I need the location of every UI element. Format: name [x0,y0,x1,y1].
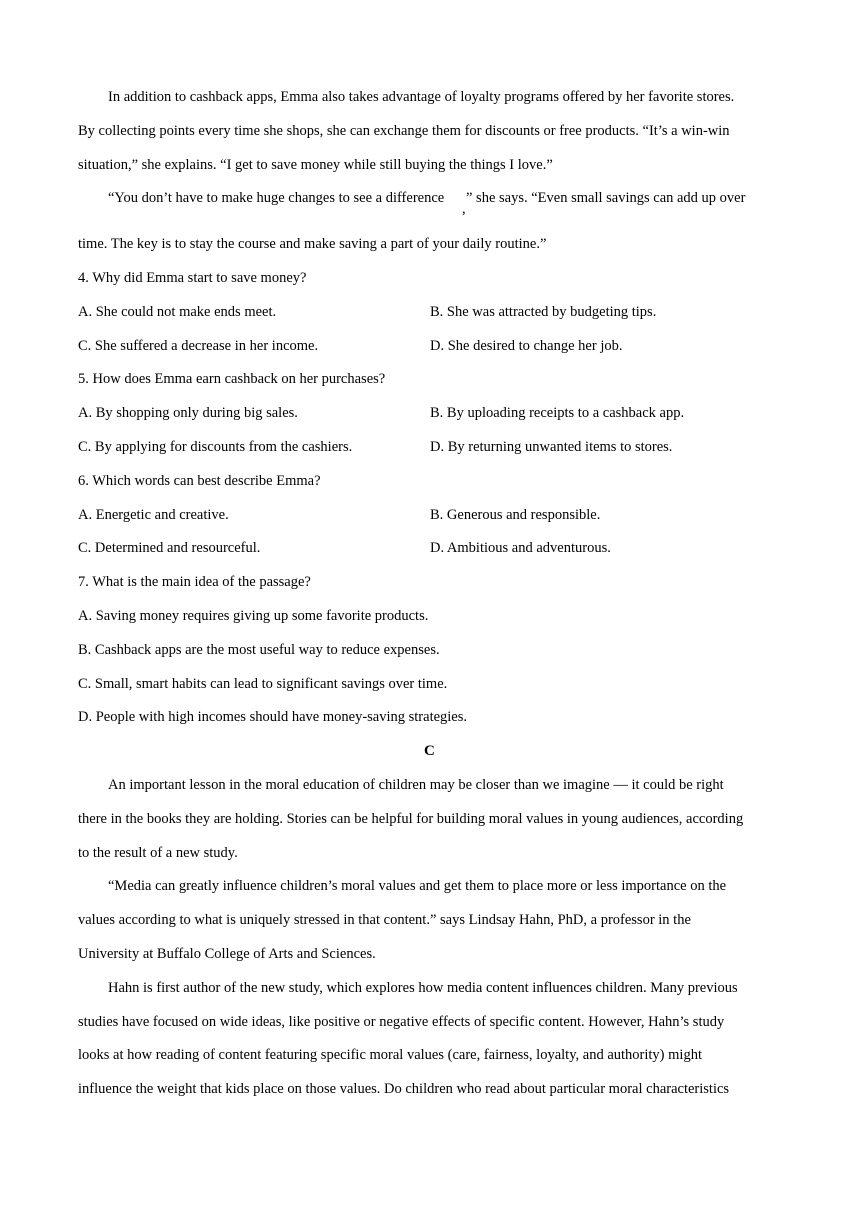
question-5-option-d: D. By returning unwanted items to stores. [430,439,673,455]
passage-c-p3-line3: looks at how reading of content featuring specific moral values (care, fairness, loyalty, and authority) might [78,1047,702,1063]
question-7-option-c: C. Small, smart habits can lead to significant savings over time. [78,676,448,692]
passage-b-p1-line2: By collecting points every time she shops, she can exchange them for discounts or free products. “It’s a win-win [78,123,730,139]
passage-c-p3-line2: studies have focused on wide ideas, like positive or negative effects of specific content. However, Hahn’s study [78,1014,725,1030]
passage-c-p1-line1: An important lesson in the moral education of children may be closer than we imagine — it could be right [108,777,724,793]
passage-b-p1-line3: situation,” she explains. “I get to save money while still buying the things I love.” [78,157,553,173]
passage-c-p1-line3: to the result of a new study. [78,845,238,861]
question-4-option-c: C. She suffered a decrease in her income. [78,338,319,354]
passage-c-heading: C [424,743,435,759]
question-5-stem: 5. How does Emma earn cashback on her purchases? [78,371,386,387]
question-5-option-a: A. By shopping only during big sales. [78,405,298,421]
passage-b-p2-line1-right: ” she says. “Even small savings can add up over [466,190,746,206]
question-7-option-d: D. People with high incomes should have money-saving strategies. [78,709,468,725]
question-4-stem: 4. Why did Emma start to save money? [78,270,307,286]
passage-c-p2-line1: “Media can greatly influence children’s moral values and get them to place more or less importance on the [108,878,727,894]
question-6-option-c: C. Determined and resourceful. [78,540,261,556]
passage-c-p1-line2: there in the books they are holding. Stories can be helpful for building moral values in young audiences, according [78,811,744,827]
passage-c-p2-line3: University at Buffalo College of Arts and Sciences. [78,946,376,962]
passage-b-p2-line2: time. The key is to stay the course and make saving a part of your daily routine.” [78,236,547,252]
passage-c-p3-line4: influence the weight that kids place on those values. Do children who read about particular moral characteristics [78,1081,730,1097]
passage-b-p2-comma: , [462,201,466,217]
passage-b-p2-line1-left: “You don’t have to make huge changes to see a difference [108,190,445,206]
passage-c-p2-line2: values according to what is uniquely stressed in that content.” says Lindsay Hahn, PhD, a professor in the [78,912,691,928]
question-6-option-d: D. Ambitious and adventurous. [430,540,611,556]
question-5-option-c: C. By applying for discounts from the cashiers. [78,439,353,455]
question-4-option-a: A. She could not make ends meet. [78,304,277,320]
passage-b-p1-line1: In addition to cashback apps, Emma also takes advantage of loyalty programs offered by her favorite stores. [108,89,735,105]
question-7-stem: 7. What is the main idea of the passage? [78,574,311,590]
question-6-option-a: A. Energetic and creative. [78,507,229,523]
question-5-option-b: B. By uploading receipts to a cashback app. [430,405,685,421]
question-7-option-a: A. Saving money requires giving up some favorite products. [78,608,429,624]
question-4-option-b: B. She was attracted by budgeting tips. [430,304,657,320]
question-6-stem: 6. Which words can best describe Emma? [78,473,321,489]
passage-c-p3-line1: Hahn is first author of the new study, which explores how media content influences children. Many previous [108,980,738,996]
question-6-option-b: B. Generous and responsible. [430,507,601,523]
question-7-option-b: B. Cashback apps are the most useful way to reduce expenses. [78,642,440,658]
question-4-option-d: D. She desired to change her job. [430,338,623,354]
